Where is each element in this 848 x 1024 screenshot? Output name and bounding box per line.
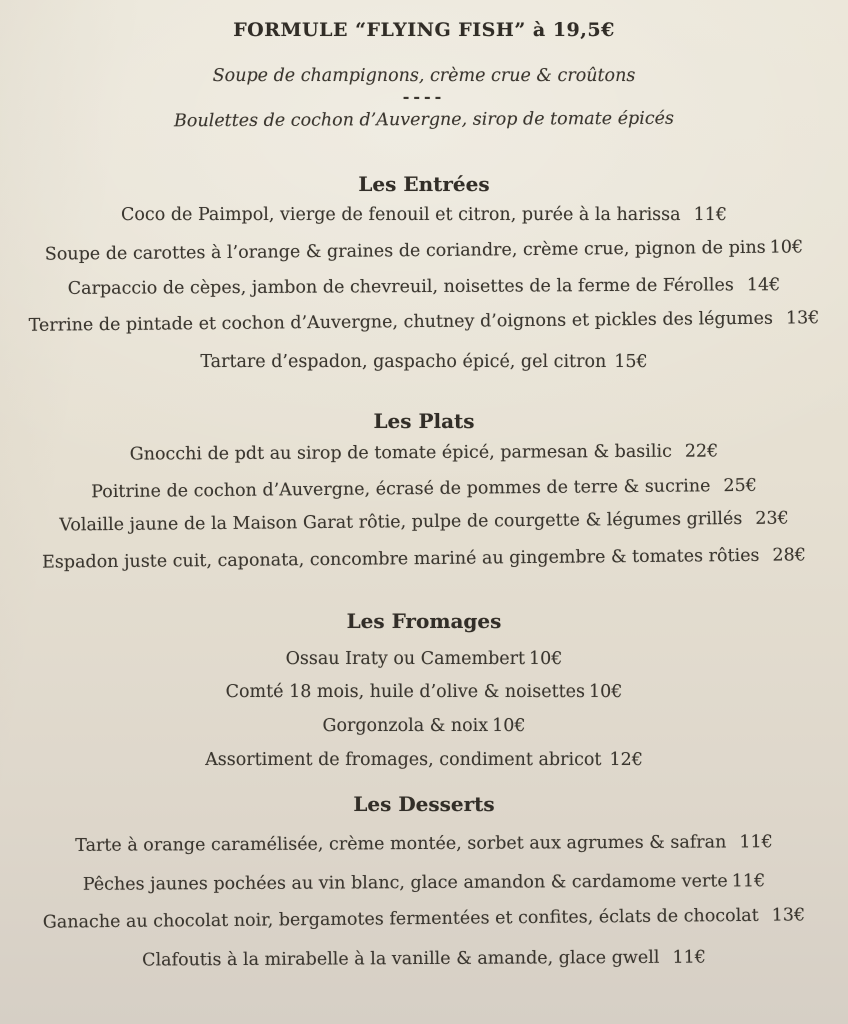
menu-item: [0, 202, 848, 228]
item-name: Clafoutis à la mirabelle à la vanille & amande, glace gwell: [142, 947, 660, 971]
item-price: 11€: [739, 832, 773, 853]
item-price: 14€: [746, 275, 781, 296]
menu-item: [0, 272, 848, 302]
item-name: Ossau Iraty ou Camembert: [285, 649, 526, 669]
item-name: Ganache au chocolat noir, bergamotes fermentées et confites, éclats de chocolat: [42, 905, 759, 933]
formule-line-1: Soupe de champignons, crème crue & croûtons: [212, 66, 636, 86]
item-price: 11€: [731, 871, 766, 892]
item-name: Tarte à orange caramélisée, crème montée, sorbet aux agrumes & safran: [75, 832, 727, 856]
section-heading-entrees: Les Entrées: [358, 172, 490, 196]
menu-item: [0, 646, 848, 672]
item-price: 25€: [723, 475, 757, 497]
menu-item: [0, 505, 848, 539]
menu-item: [0, 438, 848, 468]
item-name: Poitrine de cochon d’Auvergne, écrasé de pommes de terre & sucrine: [91, 476, 711, 503]
menu-item: [0, 713, 848, 739]
menu-item: [0, 747, 848, 773]
item-price: 13€: [785, 308, 820, 329]
formule-line-2: Boulettes de cochon d’Auvergne, sirop de tomate épicés: [173, 108, 675, 132]
item-name: Gorgonzola & noix: [322, 716, 489, 736]
item-name: Soupe de carottes à l’orange & graines de coriandre, crème crue, pignon de pins: [44, 237, 766, 265]
item-name: Volaille jaune de la Maison Garat rôtie, pulpe de courgette & légumes grillés: [59, 508, 743, 536]
item-price: 15€: [614, 352, 648, 372]
item-price: 11€: [672, 947, 706, 968]
item-price: 13€: [771, 905, 806, 926]
menu-item: [0, 349, 848, 375]
item-price: 28€: [772, 545, 806, 566]
item-price: 10€: [492, 716, 526, 736]
item-price: 11€: [693, 205, 727, 225]
menu-item: [0, 829, 848, 859]
item-price: 23€: [755, 508, 789, 529]
item-price: 10€: [588, 682, 623, 702]
menu-item: [0, 472, 848, 506]
item-name: Pêches jaunes pochées au vin blanc, glace amandon & cardamome verte: [82, 871, 728, 895]
menu-item: [0, 902, 848, 936]
menu-item: [0, 868, 848, 898]
item-name: Tartare d’espadon, gaspacho épicé, gel citron: [200, 352, 607, 372]
formule-separator: ----: [402, 87, 446, 106]
item-name: Espadon juste cuit, caponata, concombre mariné au gingembre & tomates rôties: [42, 545, 760, 573]
item-name: Gnocchi de pdt au sirop de tomate épicé, parmesan & basilic: [129, 441, 672, 465]
item-price: 10€: [769, 237, 804, 258]
item-name: Carpaccio de cèpes, jambon de chevreuil, noisettes de la ferme de Férolles: [67, 275, 734, 299]
item-name: Assortiment de fromages, condiment abricot: [205, 750, 602, 770]
item-price: 22€: [684, 441, 719, 462]
section-heading-desserts: Les Desserts: [353, 792, 495, 816]
menu-item: [0, 679, 848, 705]
menu-item: [0, 944, 848, 974]
item-name: Comté 18 mois, huile d’olive & noisettes: [225, 682, 585, 702]
item-name: Coco de Paimpol, vierge de fenouil et citron, purée à la harissa: [121, 205, 681, 225]
item-name: Terrine de pintade et cochon d’Auvergne, chutney d’oignons et pickles des légumes: [28, 308, 773, 336]
menu-item: [0, 542, 848, 576]
section-heading-fromages: Les Fromages: [346, 609, 502, 633]
menu-title: FORMULE “FLYING FISH” à 19,5€: [233, 19, 615, 41]
menu-item: [0, 305, 848, 339]
item-price: 12€: [609, 750, 643, 770]
section-heading-plats: Les Plats: [373, 409, 475, 433]
item-price: 10€: [529, 649, 563, 669]
menu-item: [0, 234, 848, 268]
